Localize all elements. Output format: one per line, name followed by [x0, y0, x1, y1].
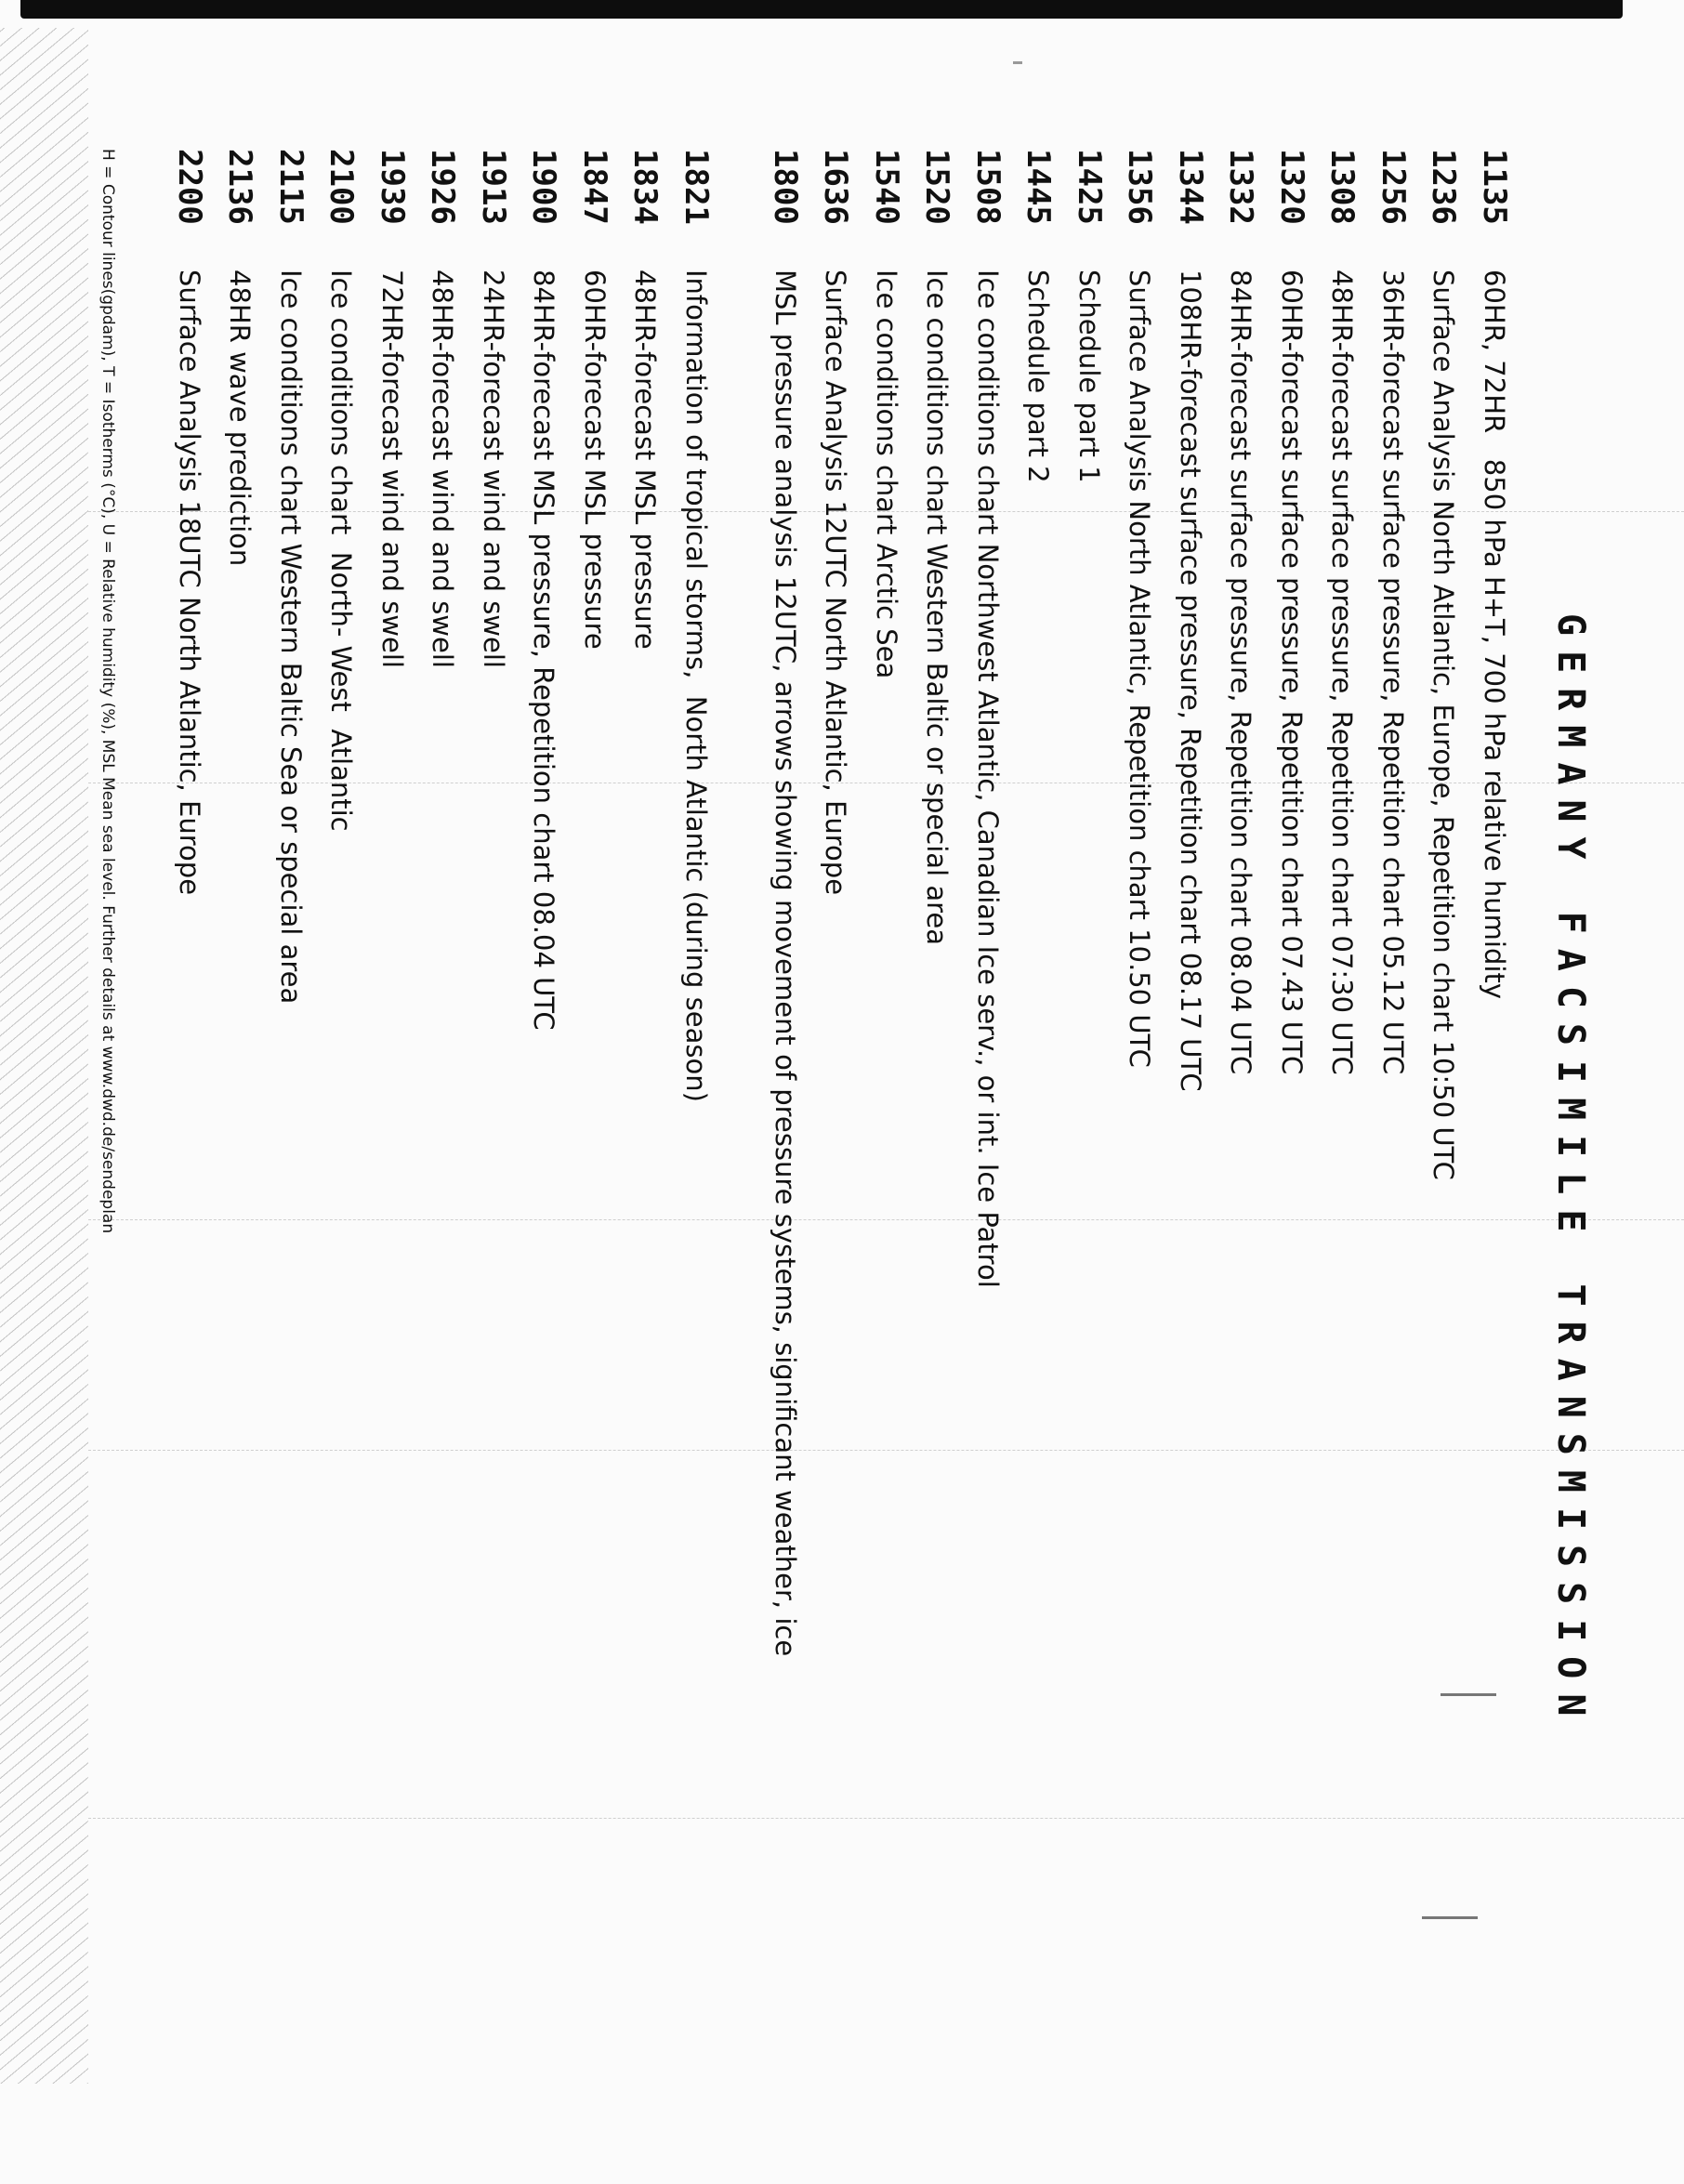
schedule-description: Ice conditions chart Arctic Sea — [871, 270, 902, 679]
schedule-time: 1508 — [969, 149, 1006, 225]
schedule-description: 72HR-forecast wind and swell — [376, 270, 408, 668]
schedule-time: 2200 — [171, 149, 208, 225]
schedule-time: 2100 — [322, 149, 361, 225]
schedule-time: 1800 — [767, 149, 804, 225]
schedule-description: 84HR-forecast surface pressure, Repetition chart 08.04 UTC — [1225, 270, 1257, 1075]
schedule-row — [462, 149, 513, 2184]
schedule-time: 1636 — [817, 149, 855, 225]
page-title: GERMANY FACSIMILE TRANSMISSION — [1549, 613, 1592, 1731]
schedule-row — [208, 149, 259, 2184]
schedule-row — [956, 149, 1007, 2184]
schedule-time: 1913 — [475, 149, 512, 225]
schedule-row — [158, 149, 209, 2184]
schedule-time: 1939 — [374, 149, 411, 225]
schedule-description: 60HR-forecast MSL pressure — [579, 270, 611, 650]
schedule-row — [1108, 149, 1159, 2184]
schedule-row — [1058, 149, 1109, 2184]
schedule-row — [1209, 149, 1260, 2184]
schedule-description: Schedule part 1 — [1073, 270, 1105, 483]
schedule-time: 1320 — [1273, 149, 1310, 225]
schedule-description: Ice conditions chart Western Baltic Sea or special area — [275, 270, 307, 1005]
schedule-description: Surface Analysis 12UTC North Atlantic, Europe — [820, 270, 852, 896]
schedule-description: 60HR-forecast surface pressure, Repetition chart 07.43 UTC — [1276, 270, 1308, 1075]
schedule-time: 1834 — [626, 149, 664, 225]
schedule-row — [905, 149, 956, 2184]
schedule-description: Ice conditions chart Northwest Atlantic, Canadian Ice serv., or int. Ice Patrol — [972, 270, 1004, 1288]
schedule-time: 1256 — [1375, 149, 1412, 225]
schedule-row — [1006, 149, 1058, 2184]
schedule-time: 1308 — [1323, 149, 1362, 225]
schedule-time: 1135 — [1476, 149, 1513, 225]
schedule-time: 1425 — [1071, 149, 1108, 225]
schedule-row — [309, 149, 361, 2184]
schedule-row — [715, 149, 804, 2184]
schedule-time: 1356 — [1121, 149, 1159, 225]
schedule-list — [158, 149, 1514, 2184]
schedule-row — [1310, 149, 1362, 2184]
schedule-row — [259, 149, 310, 2184]
schedule-description: 36HR-forecast surface pressure, Repetition chart 05.12 UTC — [1377, 270, 1409, 1075]
schedule-description: 48HR-forecast MSL pressure — [629, 270, 662, 650]
schedule-row — [855, 149, 906, 2184]
schedule-row — [613, 149, 664, 2184]
schedule-time: 1926 — [424, 149, 462, 225]
schedule-row — [1463, 149, 1514, 2184]
schedule-time: 1332 — [1222, 149, 1260, 225]
schedule-description: 48HR-forecast wind and swell — [427, 270, 459, 668]
schedule-time: 1847 — [576, 149, 613, 225]
schedule-description: MSL pressure analysis 12UTC, arrows showing movement of pressure systems, significant weather, ice — [770, 270, 801, 1657]
schedule-description: Ice conditions chart Western Baltic or special area — [921, 270, 954, 945]
schedule-time: 1236 — [1425, 149, 1463, 225]
schedule-description: Surface Analysis 18UTC North Atlantic, Europe — [174, 270, 205, 896]
rotated-document — [28, 149, 1598, 2184]
schedule-description: 48HR-forecast surface pressure, Repetition chart 07:30 UTC — [1326, 270, 1359, 1075]
schedule-description: 108HR-forecast surface pressure, Repetition chart 08.17 UTC — [1175, 270, 1206, 1092]
schedule-description: Schedule part 2 — [1022, 270, 1055, 483]
scan-border-bar — [20, 0, 1623, 19]
schedule-row — [1362, 149, 1413, 2184]
schedule-time: 1520 — [918, 149, 956, 225]
schedule-row — [512, 149, 563, 2184]
schedule-description: 24HR-forecast wind and swell — [478, 270, 509, 668]
schedule-description: 48HR wave prediction — [224, 270, 257, 567]
schedule-time: 1344 — [1172, 149, 1209, 225]
schedule-row — [1159, 149, 1210, 2184]
schedule-description: 60HR, 72HR 850 hPa H+T, 700 hPa relative humidity — [1479, 270, 1510, 999]
schedule-description: Information of tropical storms, North Atlantic (during season) — [680, 270, 712, 1102]
schedule-row — [563, 149, 614, 2184]
schedule-row — [804, 149, 855, 2184]
schedule-time: 1821 — [678, 149, 715, 225]
schedule-time: 1900 — [525, 149, 563, 225]
schedule-row — [411, 149, 462, 2184]
schedule-row — [1412, 149, 1463, 2184]
schedule-row — [361, 149, 412, 2184]
scan-speck — [1013, 61, 1022, 64]
schedule-row — [664, 149, 716, 2184]
schedule-time: 2136 — [221, 149, 259, 225]
schedule-description: Surface Analysis North Atlantic, Europe, Repetition chart 10:50 UTC — [1427, 270, 1460, 1180]
schedule-description: 84HR-forecast MSL pressure, Repetition chart 08.04 UTC — [528, 270, 560, 1031]
schedule-description: Surface Analysis North Atlantic, Repetition chart 10.50 UTC — [1124, 270, 1156, 1068]
schedule-time: 1540 — [868, 149, 905, 225]
footnote: H = Contour lines(gpdam), T = Isotherms (°C), U = Relative humidity (%), MSL Mean sea level. Further details at www.dwd.de/sendeplan — [99, 149, 117, 1234]
schedule-row — [1260, 149, 1311, 2184]
schedule-description: Ice conditions chart North- West Atlantic — [325, 270, 358, 832]
schedule-time: 1445 — [1020, 149, 1058, 225]
schedule-time: 2115 — [272, 149, 309, 225]
